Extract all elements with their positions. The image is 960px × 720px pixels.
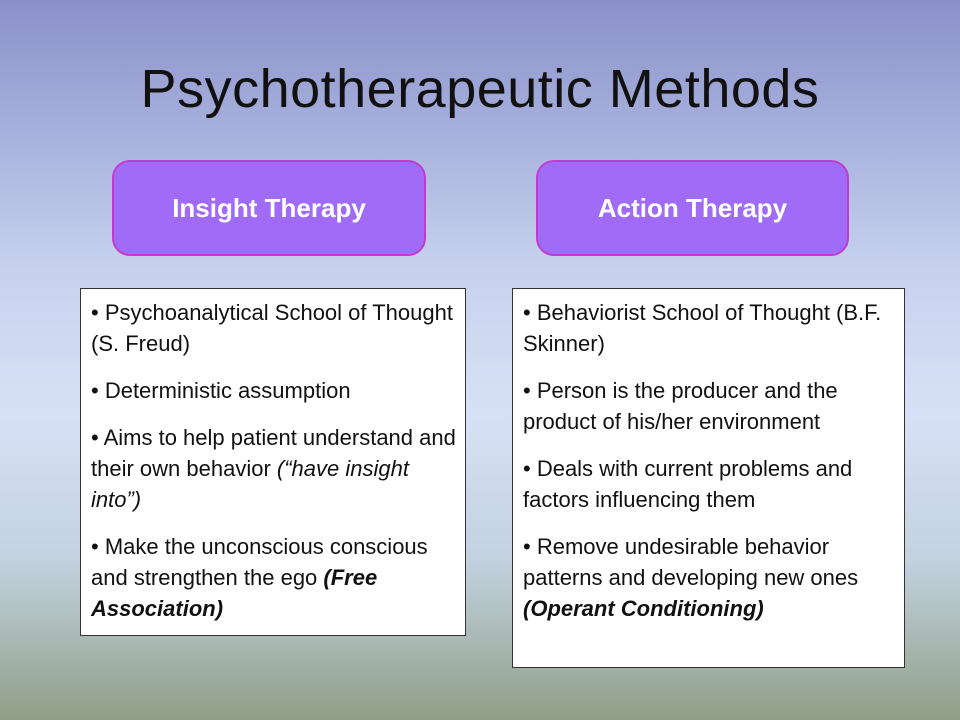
list-item bbox=[91, 297, 457, 359]
list-item bbox=[523, 531, 896, 624]
list-item-text: • Remove undesirable behavior patterns and developing new ones bbox=[523, 534, 859, 590]
list-item-text: • Psychoanalytical School of Thought (S. Freud) bbox=[91, 300, 453, 356]
action-therapy-label: Action Therapy bbox=[597, 192, 788, 223]
list-item-text: • Make the unconscious conscious and strengthen the ego bbox=[91, 534, 428, 590]
list-item-text: • Deals with current problems and factors influencing them bbox=[523, 456, 853, 512]
list-item bbox=[91, 531, 457, 624]
list-item bbox=[91, 422, 457, 515]
slide-title: Psychotherapeutic Methods bbox=[140, 59, 820, 119]
list-item bbox=[523, 297, 896, 359]
list-item bbox=[523, 453, 896, 515]
action-therapy-box bbox=[512, 288, 905, 668]
insight-therapy-box bbox=[80, 288, 466, 636]
action-therapy-header bbox=[536, 160, 849, 256]
list-item bbox=[91, 375, 457, 406]
list-item-text: • Deterministic assumption bbox=[91, 378, 351, 403]
list-item-text: • Aims to help patient understand and their own behavior bbox=[91, 425, 456, 481]
list-item-emphasis: (Operant Conditioning) bbox=[523, 596, 764, 621]
list-item-text: • Person is the producer and the product of his/her environment bbox=[523, 378, 838, 434]
list-item-emphasis: (“have insight into”) bbox=[91, 456, 409, 512]
insight-therapy-label: Insight Therapy bbox=[172, 192, 366, 223]
list-item-text: • Behaviorist School of Thought (B.F. Skinner) bbox=[523, 300, 882, 356]
list-item-emphasis: (Free Association) bbox=[91, 565, 378, 621]
list-item bbox=[523, 375, 896, 437]
insight-therapy-header bbox=[112, 160, 426, 256]
